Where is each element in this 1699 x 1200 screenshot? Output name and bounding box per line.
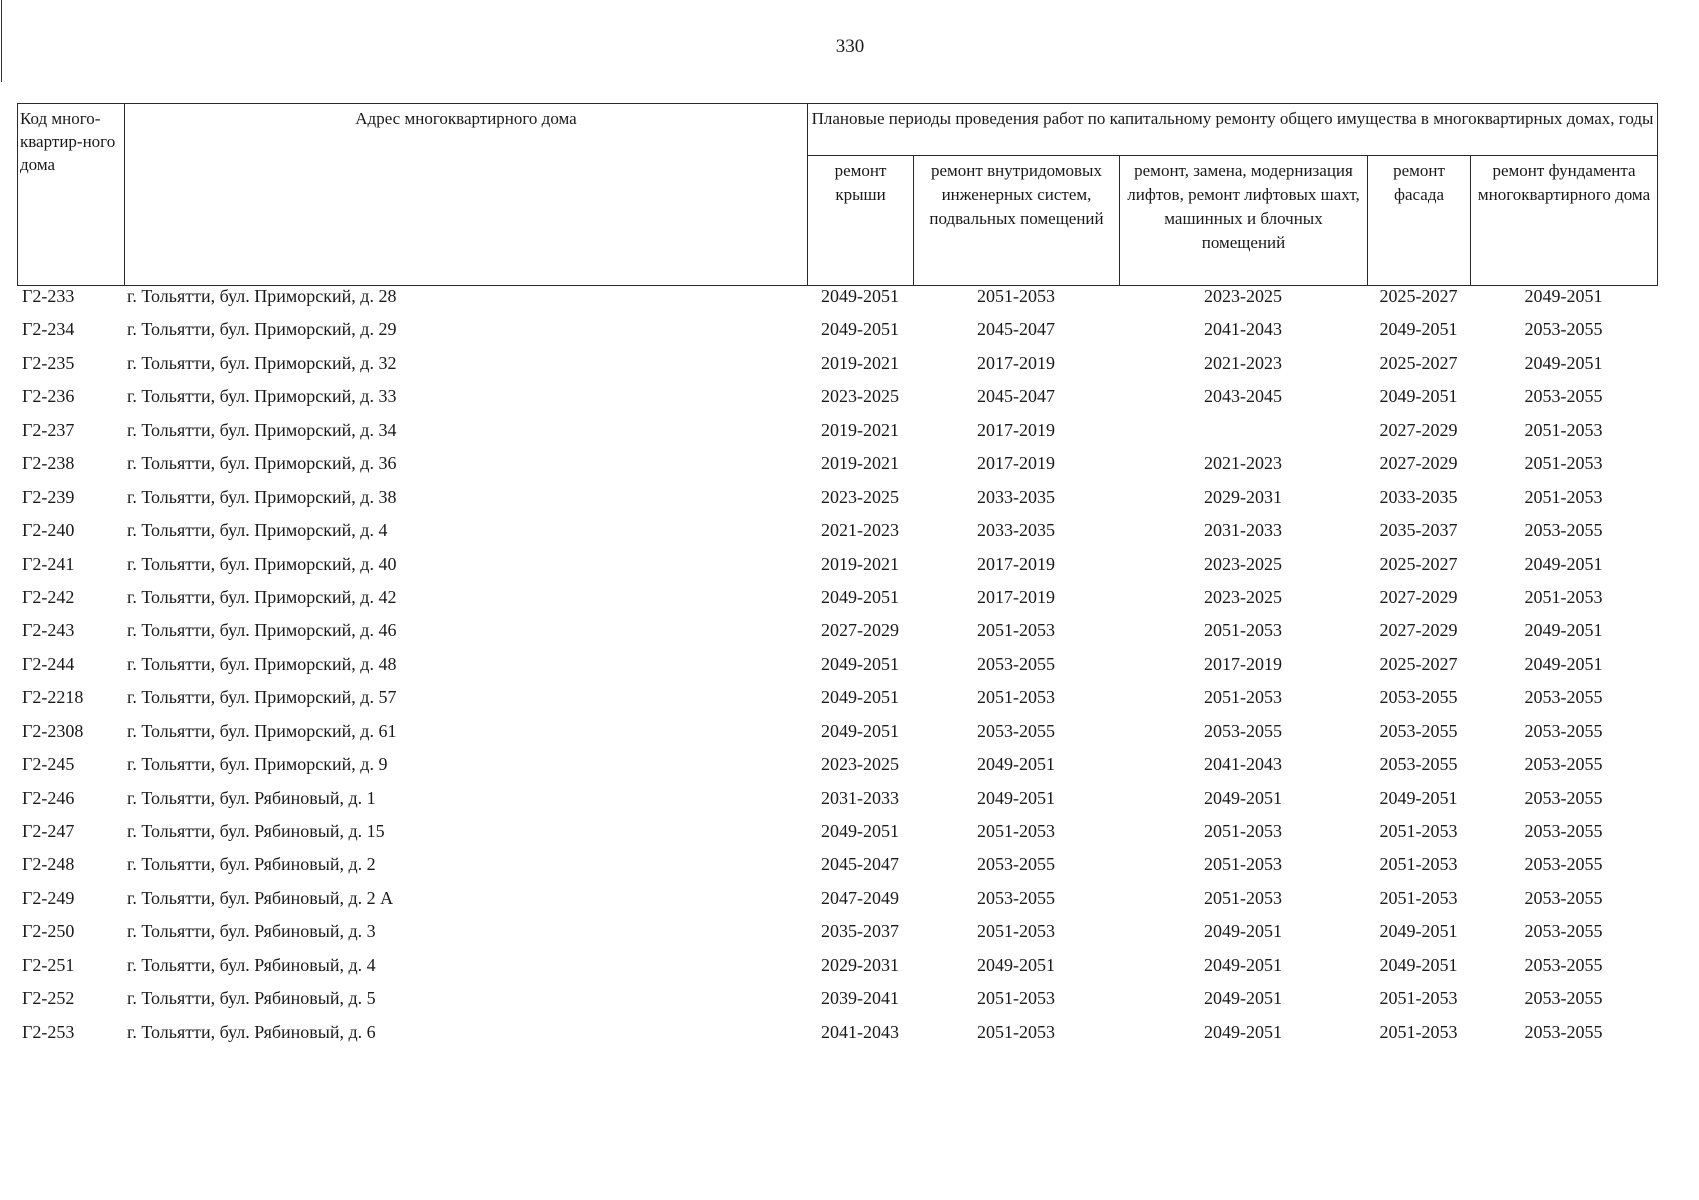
table-row <box>17 618 1657 651</box>
row-facade-period: 2035-2037 <box>1379 520 1458 541</box>
row-facade-period: 2051-2053 <box>1379 854 1458 875</box>
row-address: г. Тольятти, бул. Приморский, д. 4 <box>127 520 388 541</box>
row-facade-period: 2049-2051 <box>1379 386 1458 407</box>
row-engineering-period: 2053-2055 <box>977 653 1055 674</box>
row-facade-period: 2051-2053 <box>1379 821 1458 841</box>
row-roof-period: 2019-2021 <box>821 419 899 440</box>
row-roof-period: 2027-2029 <box>821 620 899 641</box>
row-elevators-period: 2031-2033 <box>1204 520 1282 541</box>
table-row <box>17 552 1657 585</box>
row-foundation-period: 2051-2053 <box>1524 586 1603 607</box>
row-elevators-period: 2049-2051 <box>1204 954 1282 975</box>
table-row <box>17 1020 1657 1053</box>
row-facade-period: 2051-2053 <box>1379 887 1458 908</box>
row-facade-period: 2049-2051 <box>1379 921 1458 942</box>
row-address: г. Тольятти, бул. Приморский, д. 57 <box>127 687 397 708</box>
row-engineering-period: 2051-2053 <box>977 687 1055 708</box>
page-number: 330 <box>835 36 865 57</box>
row-engineering-period: 2017-2019 <box>977 352 1055 373</box>
row-code: Г2-248 <box>22 854 75 875</box>
row-engineering-period: 2049-2051 <box>977 954 1055 975</box>
row-foundation-period: 2053-2055 <box>1524 319 1603 340</box>
table-row <box>17 685 1657 718</box>
row-code: Г2-251 <box>22 954 75 975</box>
header-foundation: ремонт фундамента многоквартирного дома <box>1471 156 1658 286</box>
row-foundation-period: 2053-2055 <box>1524 520 1603 541</box>
row-roof-period: 2049-2051 <box>821 687 899 708</box>
row-facade-period: 2053-2055 <box>1379 754 1458 775</box>
row-foundation-period: 2049-2051 <box>1524 653 1603 674</box>
row-facade-period: 2025-2027 <box>1379 553 1458 574</box>
row-address: г. Тольятти, бул. Приморский, д. 46 <box>127 620 397 641</box>
row-facade-period: 2049-2051 <box>1379 954 1458 975</box>
table-row <box>17 986 1657 1019</box>
row-address: г. Тольятти, бул. Приморский, д. 40 <box>127 553 397 574</box>
row-roof-period: 2023-2025 <box>821 486 899 507</box>
row-engineering-period: 2053-2055 <box>977 887 1055 908</box>
header-periods: Плановые периоды проведения работ по капитальному ремонту общего имущества в многоквартирных домах, годы <box>808 104 1658 156</box>
row-facade-period: 2027-2029 <box>1379 620 1458 641</box>
header-address: Адрес многоквартирного дома <box>125 104 808 286</box>
row-code: Г2-236 <box>22 386 75 407</box>
row-engineering-period: 2051-2053 <box>977 821 1055 841</box>
row-elevators-period: 2051-2053 <box>1204 620 1282 641</box>
row-code: Г2-240 <box>22 520 75 541</box>
row-code: Г2-242 <box>22 586 75 607</box>
row-elevators-period: 2041-2043 <box>1204 754 1282 775</box>
row-foundation-period: 2053-2055 <box>1524 754 1603 775</box>
row-foundation-period: 2053-2055 <box>1524 720 1603 741</box>
table-row <box>17 451 1657 484</box>
row-address: г. Тольятти, бул. Приморский, д. 61 <box>127 720 397 741</box>
row-foundation-period: 2049-2051 <box>1524 620 1603 641</box>
row-engineering-period: 2017-2019 <box>977 453 1055 474</box>
table-row <box>17 752 1657 785</box>
row-foundation-period: 2053-2055 <box>1524 921 1603 942</box>
row-facade-period: 2025-2027 <box>1379 286 1458 306</box>
row-elevators-period: 2023-2025 <box>1204 553 1282 574</box>
row-roof-period: 2049-2051 <box>821 286 899 306</box>
row-roof-period: 2019-2021 <box>821 352 899 373</box>
row-elevators-period: 2051-2053 <box>1204 887 1282 908</box>
row-elevators-period: 2049-2051 <box>1204 787 1282 808</box>
row-roof-period: 2019-2021 <box>821 453 899 474</box>
row-code: Г2-239 <box>22 486 75 507</box>
row-roof-period: 2045-2047 <box>821 854 899 875</box>
row-address: г. Тольятти, бул. Приморский, д. 38 <box>127 486 397 507</box>
row-foundation-period: 2049-2051 <box>1524 553 1603 574</box>
row-facade-period: 2053-2055 <box>1379 687 1458 708</box>
header-engineering: ремонт внутридомовых инженерных систем, подвальных помещений <box>914 156 1120 286</box>
header-code: Код много-квартир-ного дома <box>18 104 125 286</box>
table-row <box>17 786 1657 819</box>
row-facade-period: 2051-2053 <box>1379 988 1458 1009</box>
row-elevators-period: 2049-2051 <box>1204 988 1282 1009</box>
row-engineering-period: 2017-2019 <box>977 586 1055 607</box>
header-roof: ремонт крыши <box>808 156 914 286</box>
row-address: г. Тольятти, бул. Приморский, д. 36 <box>127 453 397 474</box>
row-code: Г2-241 <box>22 553 75 574</box>
row-code: Г2-233 <box>22 286 75 306</box>
row-code: Г2-235 <box>22 352 75 373</box>
row-address: г. Тольятти, бул. Приморский, д. 9 <box>127 754 388 775</box>
table-row <box>17 585 1657 618</box>
row-address: г. Тольятти, бул. Рябиновый, д. 3 <box>127 921 376 942</box>
row-foundation-period: 2053-2055 <box>1524 887 1603 908</box>
row-code: Г2-234 <box>22 319 75 340</box>
row-address: г. Тольятти, бул. Приморский, д. 32 <box>127 352 397 373</box>
row-roof-period: 2021-2023 <box>821 520 899 541</box>
row-engineering-period: 2045-2047 <box>977 319 1055 340</box>
table-row <box>17 886 1657 919</box>
row-address: г. Тольятти, бул. Рябиновый, д. 6 <box>127 1021 376 1042</box>
row-engineering-period: 2051-2053 <box>977 620 1055 641</box>
row-code: Г2-238 <box>22 453 75 474</box>
table-row <box>17 919 1657 952</box>
header-elevators: ремонт, замена, модернизация лифтов, ремонт лифтовых шахт, машинных и блочных помещений <box>1120 156 1368 286</box>
row-engineering-period: 2051-2053 <box>977 1021 1055 1042</box>
row-code: Г2-252 <box>22 988 75 1009</box>
row-address: г. Тольятти, бул. Приморский, д. 48 <box>127 653 397 674</box>
row-foundation-period: 2053-2055 <box>1524 787 1603 808</box>
row-foundation-period: 2051-2053 <box>1524 486 1603 507</box>
row-address: г. Тольятти, бул. Рябиновый, д. 15 <box>127 821 385 841</box>
row-roof-period: 2049-2051 <box>821 319 899 340</box>
row-foundation-period: 2053-2055 <box>1524 1021 1603 1042</box>
row-facade-period: 2025-2027 <box>1379 653 1458 674</box>
row-elevators-period: 2023-2025 <box>1204 586 1282 607</box>
table-row <box>17 852 1657 885</box>
row-engineering-period: 2033-2035 <box>977 520 1055 541</box>
row-foundation-period: 2049-2051 <box>1524 352 1603 373</box>
row-address: г. Тольятти, бул. Рябиновый, д. 2 <box>127 854 376 875</box>
row-roof-period: 2023-2025 <box>821 754 899 775</box>
page-edge-mark <box>1 0 2 82</box>
row-elevators-period <box>1119 418 1367 451</box>
row-roof-period: 2041-2043 <box>821 1021 899 1042</box>
row-elevators-period: 2051-2053 <box>1204 854 1282 875</box>
row-code: Г2-250 <box>22 921 75 942</box>
row-facade-period: 2025-2027 <box>1379 352 1458 373</box>
row-elevators-period: 2043-2045 <box>1204 386 1282 407</box>
row-elevators-period: 2021-2023 <box>1204 453 1282 474</box>
row-facade-period: 2027-2029 <box>1379 586 1458 607</box>
row-roof-period: 2049-2051 <box>821 586 899 607</box>
row-engineering-period: 2049-2051 <box>977 787 1055 808</box>
row-elevators-period: 2049-2051 <box>1204 1021 1282 1042</box>
row-engineering-period: 2051-2053 <box>977 286 1055 306</box>
row-foundation-period: 2053-2055 <box>1524 988 1603 1009</box>
row-foundation-period: 2053-2055 <box>1524 854 1603 875</box>
row-roof-period: 2049-2051 <box>821 821 899 841</box>
row-elevators-period: 2041-2043 <box>1204 319 1282 340</box>
table-row <box>17 819 1657 852</box>
row-code: Г2-253 <box>22 1021 75 1042</box>
row-elevators-period: 2053-2055 <box>1204 720 1282 741</box>
row-code: Г2-247 <box>22 821 75 841</box>
row-roof-period: 2023-2025 <box>821 386 899 407</box>
table-row <box>17 719 1657 752</box>
row-engineering-period: 2049-2051 <box>977 754 1055 775</box>
row-code: Г2-246 <box>22 787 75 808</box>
row-roof-period: 2019-2021 <box>821 553 899 574</box>
row-engineering-period: 2053-2055 <box>977 720 1055 741</box>
row-code: Г2-249 <box>22 887 75 908</box>
row-engineering-period: 2045-2047 <box>977 386 1055 407</box>
row-roof-period: 2029-2031 <box>821 954 899 975</box>
row-code: Г2-2218 <box>22 687 84 708</box>
table-row <box>17 351 1657 384</box>
row-facade-period: 2049-2051 <box>1379 787 1458 808</box>
header-facade: ремонт фасада <box>1368 156 1471 286</box>
row-address: г. Тольятти, бул. Приморский, д. 29 <box>127 319 397 340</box>
table-row <box>17 652 1657 685</box>
row-address: г. Тольятти, бул. Приморский, д. 28 <box>127 286 397 306</box>
schedule-table <box>17 284 1657 1053</box>
row-elevators-period: 2017-2019 <box>1204 653 1282 674</box>
row-roof-period: 2049-2051 <box>821 653 899 674</box>
row-engineering-period: 2051-2053 <box>977 988 1055 1009</box>
row-elevators-period: 2049-2051 <box>1204 921 1282 942</box>
row-foundation-period: 2051-2053 <box>1524 419 1603 440</box>
row-address: г. Тольятти, бул. Рябиновый, д. 5 <box>127 988 376 1009</box>
row-roof-period: 2031-2033 <box>821 787 899 808</box>
table-row <box>17 317 1657 350</box>
row-facade-period: 2027-2029 <box>1379 419 1458 440</box>
table-row <box>17 284 1657 317</box>
row-address: г. Тольятти, бул. Приморский, д. 34 <box>127 419 397 440</box>
row-elevators-period: 2051-2053 <box>1204 687 1282 708</box>
row-address: г. Тольятти, бул. Рябиновый, д. 4 <box>127 954 376 975</box>
row-elevators-period: 2021-2023 <box>1204 352 1282 373</box>
row-roof-period: 2047-2049 <box>821 887 899 908</box>
row-foundation-period: 2049-2051 <box>1524 286 1603 306</box>
row-code: Г2-237 <box>22 419 75 440</box>
row-elevators-period: 2023-2025 <box>1204 286 1282 306</box>
table-row <box>17 485 1657 518</box>
table-header <box>17 103 1658 286</box>
row-address: г. Тольятти, бул. Приморский, д. 33 <box>127 386 397 407</box>
table-row <box>17 418 1657 451</box>
row-roof-period: 2035-2037 <box>821 921 899 942</box>
row-elevators-period: 2029-2031 <box>1204 486 1282 507</box>
row-foundation-period: 2051-2053 <box>1524 453 1603 474</box>
row-facade-period: 2027-2029 <box>1379 453 1458 474</box>
row-facade-period: 2033-2035 <box>1379 486 1458 507</box>
row-engineering-period: 2051-2053 <box>977 921 1055 942</box>
table-row <box>17 384 1657 417</box>
table-row <box>17 953 1657 986</box>
row-roof-period: 2039-2041 <box>821 988 899 1009</box>
row-code: Г2-2308 <box>22 720 84 741</box>
row-foundation-period: 2053-2055 <box>1524 821 1603 841</box>
row-facade-period: 2053-2055 <box>1379 720 1458 741</box>
row-address: г. Тольятти, бул. Рябиновый, д. 2 А <box>127 887 394 908</box>
row-code: Г2-245 <box>22 754 75 775</box>
row-foundation-period: 2053-2055 <box>1524 386 1603 407</box>
row-address: г. Тольятти, бул. Рябиновый, д. 1 <box>127 787 376 808</box>
row-engineering-period: 2017-2019 <box>977 553 1055 574</box>
row-facade-period: 2049-2051 <box>1379 319 1458 340</box>
row-address: г. Тольятти, бул. Приморский, д. 42 <box>127 586 397 607</box>
row-engineering-period: 2053-2055 <box>977 854 1055 875</box>
row-roof-period: 2049-2051 <box>821 720 899 741</box>
row-facade-period: 2051-2053 <box>1379 1021 1458 1042</box>
row-foundation-period: 2053-2055 <box>1524 954 1603 975</box>
table-row <box>17 518 1657 551</box>
row-elevators-period: 2051-2053 <box>1204 821 1282 841</box>
row-engineering-period: 2033-2035 <box>977 486 1055 507</box>
row-code: Г2-244 <box>22 653 75 674</box>
row-code: Г2-243 <box>22 620 75 641</box>
row-foundation-period: 2053-2055 <box>1524 687 1603 708</box>
row-engineering-period: 2017-2019 <box>977 419 1055 440</box>
